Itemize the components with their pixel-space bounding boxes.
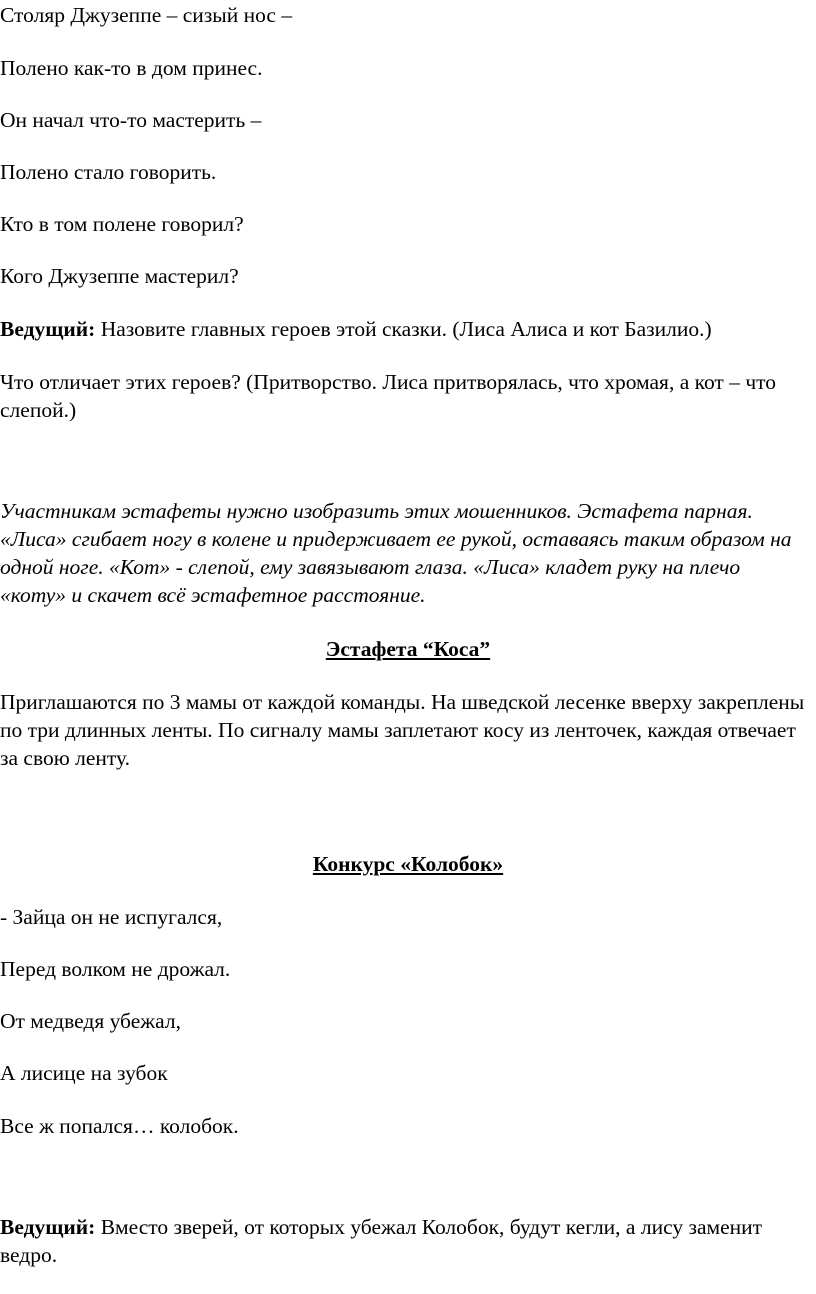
host-label: Ведущий: (0, 1215, 96, 1239)
poem-line: Он начал что-то мастерить – (0, 108, 262, 132)
poem-line: Перед волком не дрожал. (0, 957, 231, 981)
host-instruction-text: Вместо зверей, от которых убежал Колобок, будут кегли, а лису заменит ведро. (0, 1215, 763, 1267)
poem-line: Полено как-то в дом принес. (0, 56, 263, 80)
poem-line: Все ж попался… колобок. (0, 1114, 239, 1138)
section-title-kosa: Эстафета “Коса” (325, 637, 491, 661)
poem-line: От медведя убежал, (0, 1009, 181, 1033)
question-paragraph: Что отличает этих героев? (Притворство. Лиса притворялась, что хромая, а кот – что слепой.) (0, 370, 777, 422)
poem-line: Полено стало говорить. (0, 160, 217, 184)
poem-line: А лисице на зубок (0, 1061, 168, 1085)
section-kosa-text: Приглашаются по 3 мамы от каждой команды. На шведской лесенке вверху закреплены по три длинных ленты. По сигналу мамы заплетают косу из ленточек, каждая отвечает за свою ленту. (0, 690, 805, 770)
host-label: Ведущий: (0, 317, 96, 341)
host-question-text: Назовите главных героев этой сказки. (Лиса Алиса и кот Базилио.) (95, 317, 712, 341)
poem-line: Кого Джузеппе мастерил? (0, 264, 239, 288)
section-title-kolobok: Конкурс «Колобок» (312, 852, 504, 876)
relay-instructions: Участникам эстафеты нужно изобразить этих мошенников. Эстафета парная. «Лиса» сгибает ногу в колене и придерживает ее рукой, оставаясь таким образом на одной ноге. «Кот» - слепой, ему завязывают глаза. «Лиса» кладет руку на плечо «коту» и скачет всё эстафетное расстояние. (0, 499, 792, 607)
poem-line: Кто в том полене говорил? (0, 212, 244, 236)
host-instruction-paragraph (0, 1213, 810, 1269)
host-question-paragraph (0, 316, 712, 342)
poem-line: Столяр Джузеппе – сизый нос – (0, 3, 293, 27)
poem-line: - Зайца он не испугался, (0, 905, 223, 929)
